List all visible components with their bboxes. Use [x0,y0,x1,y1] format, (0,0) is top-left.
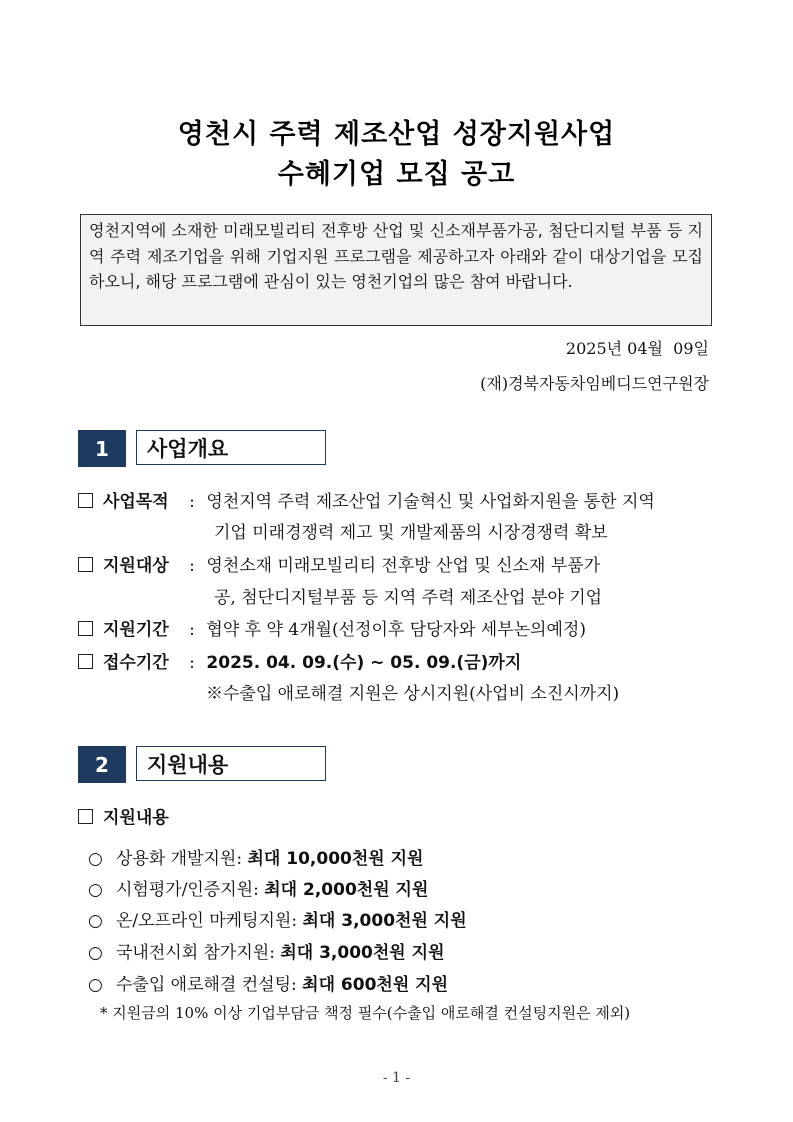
item-label: 지원대상 [103,556,169,576]
checkbox-square-icon [78,654,93,669]
section1-title: 사업개요 [136,430,326,465]
circle-bullet-icon: ○ [88,943,103,963]
support-item-amount: 최대 600천원 지원 [302,975,449,995]
item-label: 지원기간 [103,620,169,640]
intro-box: 영천지역에 소재한 미래모빌리티 전후방 산업 및 신소재부품가공, 첨단디지털 부품 등 지역 주력 제조기업을 위해 기업지원 프로그램을 제공하고자 아래와 같이 대상기업을 모집하오니, 해당 프로그램에 관심이 있는 영천기업의 많은 참여 바랍니다. [80,214,712,326]
support-item-name: 수출입 애로해결 컨설팅: [116,975,303,995]
document-title-line2: 수혜기업 모집 공고 [277,159,516,190]
support-item-name: 상용화 개발지원: [116,849,248,869]
support-item-name: 국내전시회 참가지원: [116,943,281,963]
item-text: 영천소재 미래모빌리티 전후방 산업 및 신소재 부품가 [206,556,601,576]
overview-item-period [78,615,586,640]
support-item [88,906,467,931]
announcement-date: 2025년 04월 09일 [565,339,709,358]
item-text-continued: 기업 미래경쟁력 제고 및 개발제품의 시장경쟁력 확보 [214,523,608,543]
circle-bullet-icon: ○ [88,975,103,995]
support-item [88,970,448,995]
support-item-name: 시험평가/인증지원: [116,880,265,900]
item-text: 2025. 04. 09.(수) ~ 05. 09.(금)까지 [206,653,522,673]
item-label: 사업목적 [103,492,169,512]
support-subheading [78,803,169,828]
checkbox-square-icon [78,809,93,824]
support-item [88,875,428,900]
support-item [88,844,423,869]
support-item [88,938,445,963]
item-label: 접수기간 [103,653,169,673]
item-text: 영천지역 주력 제조산업 기술혁신 및 사업화지원을 통한 지역 [206,492,655,512]
circle-bullet-icon: ○ [88,880,103,900]
overview-item-application-period [78,648,521,673]
issuer: (재)경북자동차임베디드연구원장 [480,374,709,393]
checkbox-square-icon [78,621,93,636]
page-number: - 1 - [382,1070,411,1086]
item-text-continued: 공, 첨단디지털부품 등 지역 주력 제조산업 분야 기업 [214,588,603,608]
support-item-amount: 최대 3,000천원 지원 [280,943,445,963]
support-item-amount: 최대 3,000천원 지원 [302,911,467,931]
item-note: ※수출입 애로해결 지원은 상시지원(사업비 소진시까지) [206,684,620,704]
colon: : [189,653,195,673]
checkbox-square-icon [78,493,93,508]
support-item-name: 온/오프라인 마케팅지원: [116,911,303,931]
colon: : [189,492,195,512]
section1-number-badge: 1 [78,430,126,467]
subheading-label: 지원내용 [103,808,169,828]
overview-item-purpose [78,487,655,512]
colon: : [189,620,195,640]
circle-bullet-icon: ○ [88,849,103,869]
circle-bullet-icon: ○ [88,911,103,931]
section2-number-badge: 2 [78,746,126,783]
section2-title: 지원내용 [136,746,326,781]
checkbox-square-icon [78,557,93,572]
footnote: * 지원금의 10% 이상 기업부담금 책정 필수(수출입 애로해결 컨설팅지원은 제외) [100,1004,631,1022]
support-item-amount: 최대 2,000천원 지원 [264,880,429,900]
overview-item-target [78,551,600,576]
colon: : [189,556,195,576]
item-text: 협약 후 약 4개월(선정이후 담당자와 세부논의예정) [206,620,586,640]
support-item-amount: 최대 10,000천원 지원 [247,849,424,869]
document-title-line1: 영천시 주력 제조산업 성장지원사업 [177,119,616,150]
